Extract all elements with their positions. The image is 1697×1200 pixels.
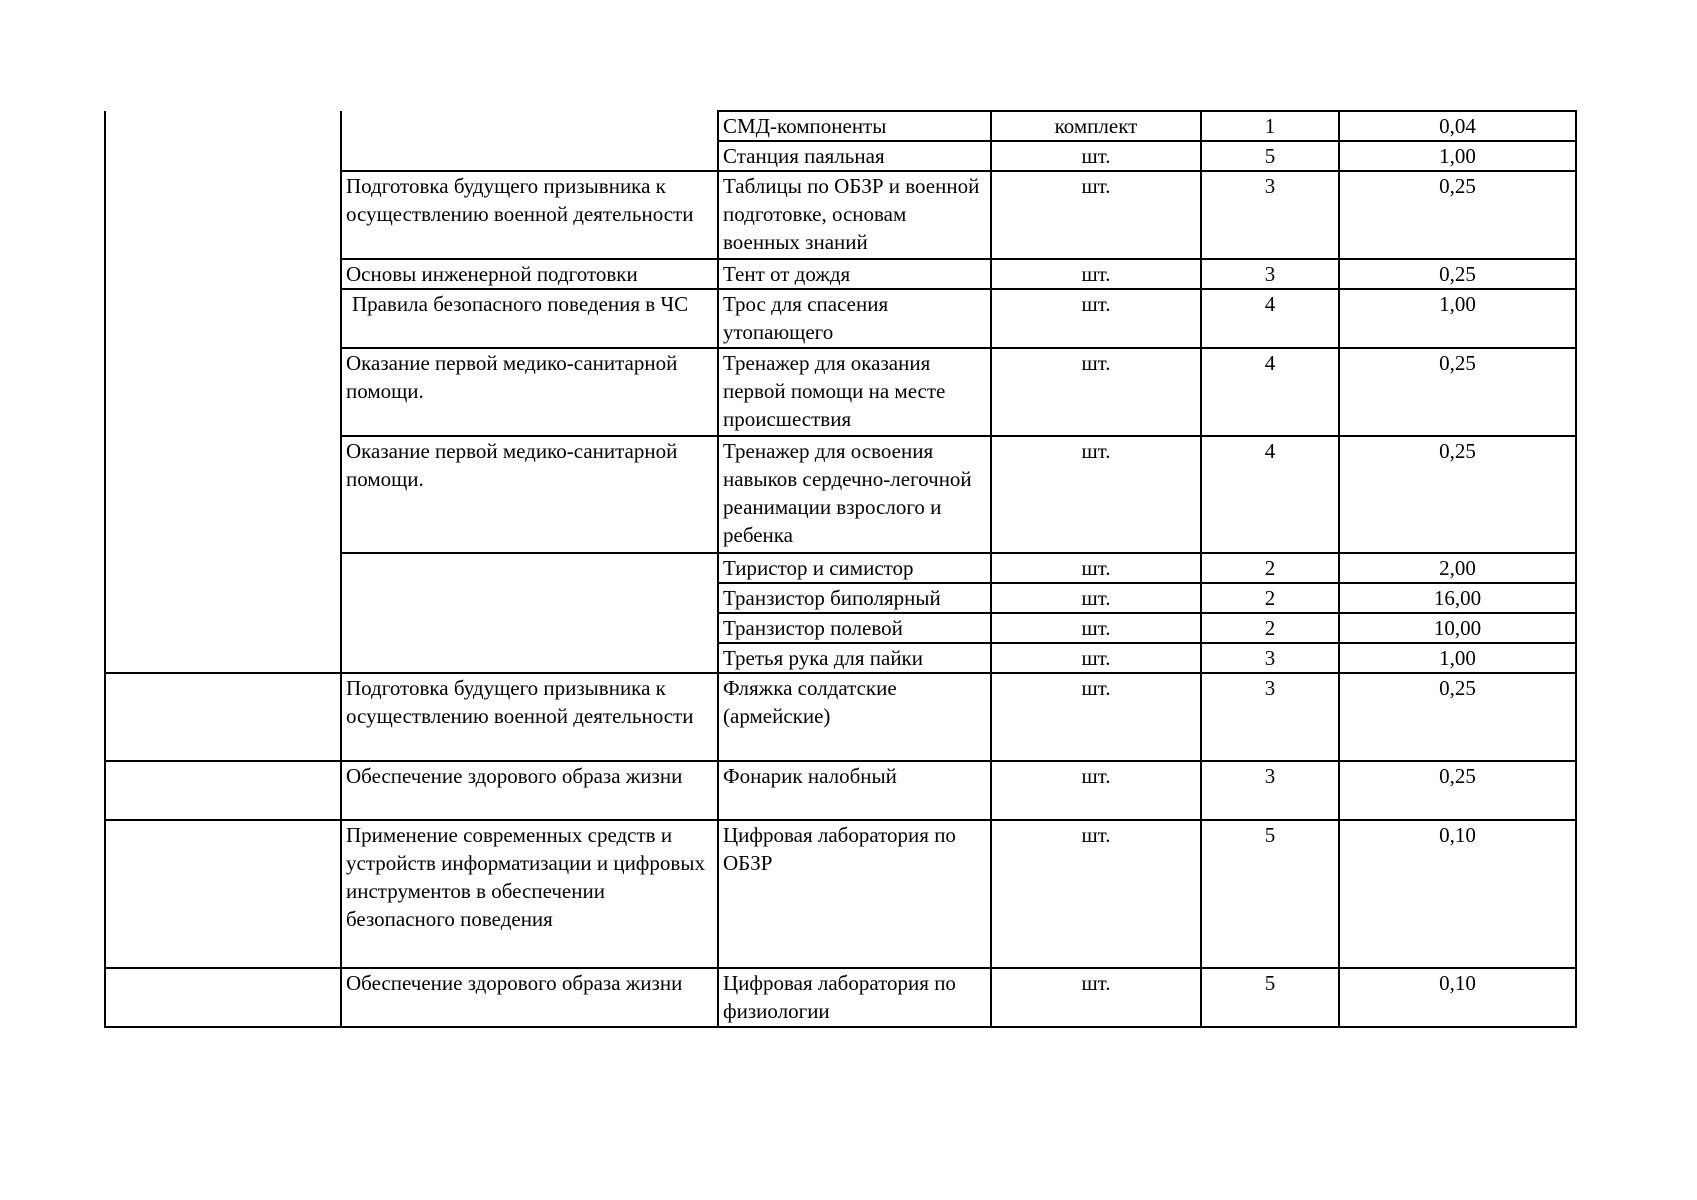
item-value: 0,25 xyxy=(1339,259,1576,289)
item-name: Тренажер для оказания первой помощи на месте происшествия xyxy=(718,348,991,436)
topic-cell: Подготовка будущего призывника к осуществлению военной деятельности xyxy=(341,673,718,761)
item-unit: комплект xyxy=(991,111,1201,141)
item-unit: шт. xyxy=(991,613,1201,643)
empty-section-cell xyxy=(105,761,341,820)
item-value: 0,04 xyxy=(1339,111,1576,141)
topic-cell: Обеспечение здорового образа жизни xyxy=(341,761,718,820)
item-value: 0,25 xyxy=(1339,171,1576,259)
item-name: Таблицы по ОБЗР и военной подготовке, основам военных знаний xyxy=(718,171,991,259)
item-unit: шт. xyxy=(991,761,1201,820)
item-name: Цифровая лаборатория по ОБЗР xyxy=(718,820,991,968)
item-value: 0,10 xyxy=(1339,968,1576,1027)
item-unit: шт. xyxy=(991,820,1201,968)
item-name: Тренажер для освоения навыков сердечно-легочной реанимации взрослого и ребенка xyxy=(718,436,991,553)
item-name: Транзистор биполярный xyxy=(718,583,991,613)
item-name: Фонарик налобный xyxy=(718,761,991,820)
item-name: Трос для спасения утопающего xyxy=(718,289,991,348)
item-value: 0,10 xyxy=(1339,820,1576,968)
item-unit: шт. xyxy=(991,968,1201,1027)
item-qty: 4 xyxy=(1201,436,1339,553)
equipment-table xyxy=(104,110,1577,1028)
topic-cell: Правила безопасного поведения в ЧС xyxy=(341,289,718,348)
item-value: 1,00 xyxy=(1339,141,1576,171)
item-unit: шт. xyxy=(991,171,1201,259)
table-row xyxy=(105,820,1576,968)
item-name: Тент от дождя xyxy=(718,259,991,289)
item-unit: шт. xyxy=(991,583,1201,613)
item-value: 0,25 xyxy=(1339,348,1576,436)
item-qty: 2 xyxy=(1201,553,1339,583)
item-value: 1,00 xyxy=(1339,289,1576,348)
item-qty: 5 xyxy=(1201,820,1339,968)
topic-cell: Подготовка будущего призывника к осуществлению военной деятельности xyxy=(341,171,718,259)
item-value: 0,25 xyxy=(1339,436,1576,553)
item-value: 10,00 xyxy=(1339,613,1576,643)
item-unit: шт. xyxy=(991,141,1201,171)
empty-topic-cell xyxy=(341,553,718,673)
item-unit: шт. xyxy=(991,553,1201,583)
item-qty: 3 xyxy=(1201,761,1339,820)
item-unit: шт. xyxy=(991,348,1201,436)
item-qty: 2 xyxy=(1201,583,1339,613)
item-unit: шт. xyxy=(991,436,1201,553)
item-unit: шт. xyxy=(991,643,1201,673)
item-unit: шт. xyxy=(991,259,1201,289)
empty-section-cell xyxy=(105,968,341,1027)
item-qty: 3 xyxy=(1201,259,1339,289)
topic-cell: Основы инженерной подготовки xyxy=(341,259,718,289)
item-qty: 3 xyxy=(1201,171,1339,259)
topic-cell: Применение современных средств и устройств информатизации и цифровых инструментов в обеспечении безопасного поведения xyxy=(341,820,718,968)
item-qty: 4 xyxy=(1201,289,1339,348)
topic-cell: Обеспечение здорового образа жизни xyxy=(341,968,718,1027)
table-row xyxy=(105,111,1576,141)
item-value: 16,00 xyxy=(1339,583,1576,613)
empty-section-cell xyxy=(105,820,341,968)
topic-cell: Оказание первой медико-санитарной помощи. xyxy=(341,348,718,436)
empty-section-cell xyxy=(105,673,341,761)
item-name: Станция паяльная xyxy=(718,141,991,171)
item-unit: шт. xyxy=(991,673,1201,761)
topic-cell: Оказание первой медико-санитарной помощи. xyxy=(341,436,718,553)
empty-section-cell xyxy=(105,111,341,673)
table-row xyxy=(105,761,1576,820)
item-qty: 3 xyxy=(1201,673,1339,761)
empty-topic-cell xyxy=(341,111,718,171)
item-qty: 1 xyxy=(1201,111,1339,141)
item-name: Цифровая лаборатория по физиологии xyxy=(718,968,991,1027)
item-value: 0,25 xyxy=(1339,673,1576,761)
item-name: Транзистор полевой xyxy=(718,613,991,643)
table-row xyxy=(105,968,1576,1027)
item-value: 1,00 xyxy=(1339,643,1576,673)
item-value: 0,25 xyxy=(1339,761,1576,820)
item-qty: 2 xyxy=(1201,613,1339,643)
item-value: 2,00 xyxy=(1339,553,1576,583)
item-qty: 3 xyxy=(1201,643,1339,673)
table-row xyxy=(105,673,1576,761)
item-name: СМД-компоненты xyxy=(718,111,991,141)
item-name: Тиристор и симистор xyxy=(718,553,991,583)
item-qty: 5 xyxy=(1201,968,1339,1027)
item-unit: шт. xyxy=(991,289,1201,348)
item-qty: 5 xyxy=(1201,141,1339,171)
item-name: Фляжка солдатские (армейские) xyxy=(718,673,991,761)
item-name: Третья рука для пайки xyxy=(718,643,991,673)
item-qty: 4 xyxy=(1201,348,1339,436)
